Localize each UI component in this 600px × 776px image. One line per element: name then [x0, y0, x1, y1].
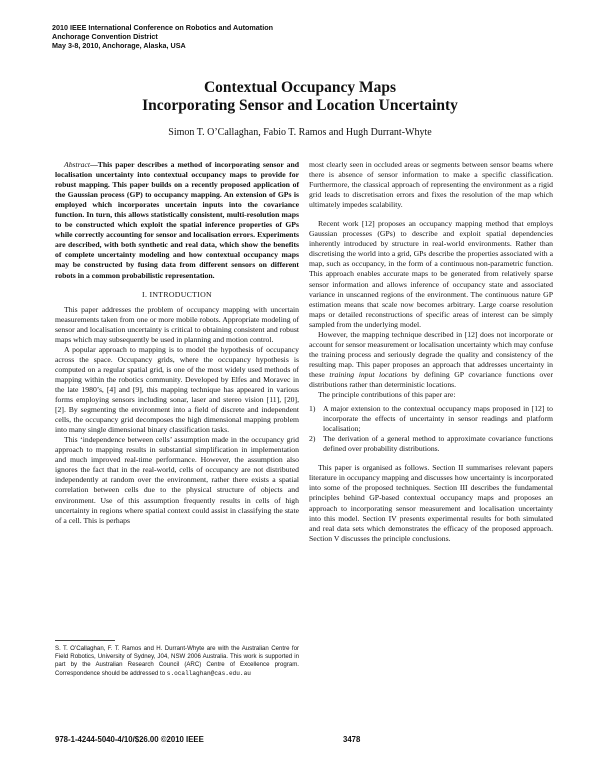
title-line-1: Contextual Occupancy Maps [203, 79, 397, 96]
paragraph-gap [309, 210, 553, 219]
abstract-text: —This paper describes a method of incorporating sensor and localisation uncertainty into contextual occupancy maps to provide for robust mapping. This paper builds on a recently proposed application of the Gaussian process (GP) to occupancy mapping. An extension of GPs is employed which incorporates uncertain inputs into the covariance function. In turn, this allows statistically consistent, multi-resolution maps to be constructed which exploit the spatial inference properties of GPs while correctly accounting for sensor and localisation errors. Experiments are described, with both synthetic and real data, which show the benefits of complete uncertainty modeling and how contextual occupancy maps may be constructed by fusing data from different sensors on different robots in a common probabilistic representation. [55, 160, 299, 280]
abstract [55, 160, 299, 281]
conference-date: May 3-8, 2010, Anchorage, Alaska, USA [52, 41, 186, 50]
list-item-text: The derivation of a general method to approximate covariance functions defined over probability distributions. [323, 434, 553, 454]
footnote [55, 645, 299, 678]
isbn-footer: 978-1-4244-5040-4/10/$26.00 ©2010 IEEE [55, 735, 204, 744]
intro-paragraph-3: This ‘independence between cells’ assumption made in the occupancy grid approach to mapping results in substantial simplification in implementation and much improved real-time performance. However, the assumption also ignores the fact that in the real-world, cells of occupancy are not distributed independently at random over the environment, rather there exists a spatial correlation between cells due to the physical structure of objects and environment. Use of this assumption frequently results in cells of high uncertainty in regions where spatial context could assist in classifying the state of a cell. This is perhaps [55, 435, 299, 525]
right-column [309, 160, 553, 544]
conference-name: 2010 IEEE International Conference on Robotics and Automation [52, 23, 273, 32]
list-item [309, 434, 553, 454]
contributions-lead: The principle contributions of this paper are: [318, 390, 456, 400]
list-item [309, 404, 553, 434]
paragraph-gap [309, 454, 553, 463]
list-item-number: 1) [309, 404, 316, 414]
title-line-2: Incorporating Sensor and Location Uncertainty [142, 97, 458, 114]
contributions-list [309, 404, 553, 454]
footnote-rule [55, 640, 115, 641]
list-item-text: A major extension to the contextual occupancy maps proposed in [12] to incorporate the effects of uncertainty in sensor readings and platform localisation; [323, 404, 553, 434]
emphasis-training-inputs: training input locations [329, 369, 408, 379]
page-number: 3478 [343, 735, 361, 744]
organisation-paragraph: This paper is organised as follows. Section II summarises relevant papers literature in occupancy mapping and discusses how uncertainty is incorporated into some of the proposed techniques. Section III describes the fundamental principles behind GP-based contextual occupancy maps and proposes an approach to incorporating sensor measurement and localisation uncertainty into this model. Section IV presents experimental results for both simulated and real data sets which demonstrates the efficacy of the proposed approach. Section V discusses the principle conclusions. [309, 463, 553, 543]
intro-paragraph-1: This paper addresses the problem of occupancy mapping with uncertain measurements taken from one or more mobile robots. Appropriate modeling of sensor and localisation uncertainty is critical to obtaining consistent and robust maps which may subsequently be used in planning and motion control. [55, 304, 299, 344]
conference-venue: Anchorage Convention District [52, 32, 158, 41]
author-list: Simon T. O’Callaghan, Fabio T. Ramos and Hugh Durrant-Whyte [168, 127, 432, 138]
paragraph-6-text-b: by defining GP covariance functions over distributions rather than deterministic locations. [309, 369, 554, 389]
intro-paragraph-4: most clearly seen in occluded areas or segments between sensor beams where there is absence of sensor information to make a specific classification. Furthermore, the classical approach of representing the environment as a rigid grid leads to discretisation errors and fixes the resolution of the map which ultimately impedes scalability. [309, 160, 553, 210]
author-email: s.ocallaghan@cas.edu.au [166, 669, 251, 677]
abstract-label: Abstract [64, 160, 91, 169]
intro-paragraph-5: Recent work [12] proposes an occupancy mapping method that employs Gaussian processes (GPs) to describe and exploit spatial dependencies inherently introduced by structure in real-world environments. Rather than discretising the world into a grid, GPs describe the properties associated with a map, such as occupancy, in the form of a continuous non-parametric function. This approach enables accurate maps to be generated from relatively sparse sensor information and allows inference of occupancy state and associated variance in unscanned regions of the environment. The continuous nature GP estimation means that scale now becomes arbitrary. Large coarse resolution maps or detailed reconstructions of specific areas of interest can be simply sampled from the underlying model. [309, 219, 553, 329]
list-item-number: 2) [309, 434, 316, 444]
footnote-text: S. T. O’Callaghan, F. T. Ramos and H. Durrant-Whyte are with the Australian Centre for Field Robotics, University of Sydney, J04, NSW 2006 Australia. This work is supported in part by the Australian Research Council (ARC) Centre of Excellence program. Correspondence should be addressed to [55, 645, 299, 677]
left-column [55, 160, 299, 526]
paper-title [0, 79, 600, 115]
paragraph-6-text-a: However, the mapping technique described in [12] does not incorporate or account for sensor measurement or localisation uncertainty which may confuse the training process and seriously degrade the quality and consistency of the resulting map. This paper proposes an approach that addresses uncertainty in these [309, 329, 553, 379]
section-heading-introduction: I. INTRODUCTION [142, 289, 212, 299]
conference-header [52, 23, 273, 50]
intro-paragraph-6 [309, 330, 553, 390]
intro-paragraph-2: A popular approach to mapping is to model the hypothesis of occupancy across the space. Occupancy grids, where the occupancy hypothesis is computed on a regular spatial grid, is one of the most widely used methods of mapping within the robotics community. Developed by Elfes and Moravec in the late 1980’s, [4] and [9], this mapping technique has appeared in various forms employing sensors including sonar, laser and stereo vision [11], [20], [2]. By segmenting the environment into a field of discrete and independent cells, the occupancy grid decomposes the high dimensional mapping problem into many single dimensional binary classification tasks. [55, 344, 299, 435]
